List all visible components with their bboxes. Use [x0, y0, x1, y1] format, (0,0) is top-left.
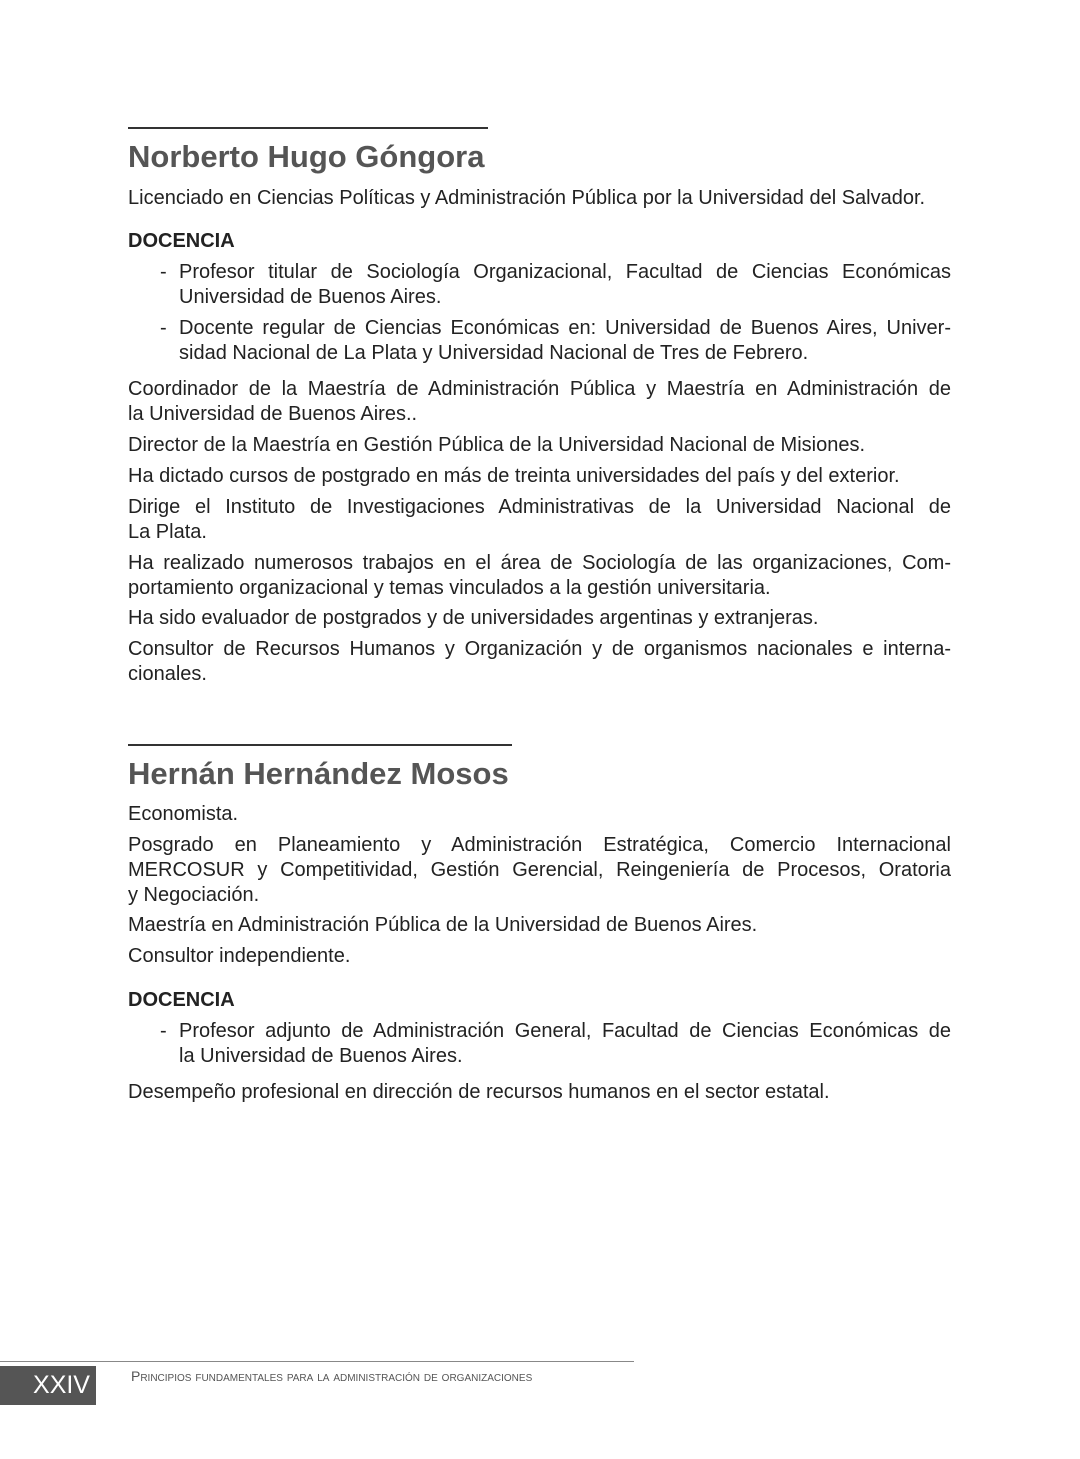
- text-line: Ha sido evaluador de postgrados y de universidades argentinas y extranjeras.: [128, 607, 819, 629]
- bio-paragraph: [128, 1080, 951, 1105]
- text-line: portamiento organizacional y temas vinculados a la gestión universitaria.: [128, 577, 771, 599]
- bullet-dash-icon: -: [160, 1020, 167, 1042]
- text-line: Ha realizado numerosos trabajos en el área de Sociología de las organizaciones, Com-: [128, 552, 951, 574]
- bio-paragraph: [128, 606, 951, 631]
- bio-paragraph: [128, 637, 951, 687]
- text-line: cionales.: [128, 663, 207, 685]
- text-line: MERCOSUR y Competitividad, Gestión Gerencial, Reingeniería de Procesos, Oratoria: [128, 859, 951, 881]
- text-line: Consultor de Recursos Humanos y Organización y de organismos nacionales e interna-: [128, 638, 951, 660]
- text-line: la Universidad de Buenos Aires..: [128, 403, 418, 425]
- text-line: La Plata.: [128, 521, 207, 543]
- bio-paragraph: [128, 913, 951, 938]
- text-line: Director de la Maestría en Gestión Pública de la Universidad Nacional de Misiones.: [128, 434, 866, 456]
- text-line: Maestría en Administración Pública de la Universidad de Buenos Aires.: [128, 914, 758, 936]
- text-line: la Universidad de Buenos Aires.: [179, 1045, 463, 1067]
- author-intro: [128, 186, 951, 211]
- bullet-dash-icon: -: [160, 317, 167, 339]
- text-line: Desempeño profesional en dirección de recursos humanos en el sector estatal.: [128, 1081, 830, 1103]
- docencia-bullet: [160, 316, 951, 366]
- text-line: Docente regular de Ciencias Económicas en: Universidad de Buenos Aires, Univer-: [179, 317, 951, 339]
- text-line: Profesor adjunto de Administración General, Facultad de Ciencias Económicas de: [179, 1020, 951, 1042]
- text-line: Dirige el Instituto de Investigaciones Administrativas de la Universidad Nacional de: [128, 496, 951, 518]
- text-line: sidad Nacional de La Plata y Universidad Nacional de Tres de Febrero.: [179, 342, 809, 364]
- bio-paragraph: [128, 551, 951, 601]
- docencia-heading: DOCENCIA: [128, 989, 235, 1011]
- bio-paragraph: [128, 433, 951, 458]
- docencia-bullet: [160, 1019, 951, 1069]
- text-line: y Negociación.: [128, 884, 260, 906]
- text-line: Profesor titular de Sociología Organizacional, Facultad de Ciencias Económicas: [179, 261, 951, 283]
- bio-paragraph: [128, 377, 951, 427]
- text-line: Economista.: [128, 803, 239, 825]
- section-rule: [128, 127, 488, 129]
- text-line: Posgrado en Planeamiento y Administración Estratégica, Comercio Internacional: [128, 834, 951, 856]
- author-name: Hernán Hernández Mosos: [128, 756, 509, 791]
- docencia-bullet: [160, 260, 951, 310]
- author-name: Norberto Hugo Góngora: [128, 139, 485, 174]
- bio-paragraph: [128, 464, 951, 489]
- bio-paragraph: [128, 944, 951, 969]
- text-line: Licenciado en Ciencias Políticas y Administración Pública por la Universidad del Salvador.: [128, 187, 926, 209]
- page-number: XXIV: [0, 1366, 96, 1405]
- running-footer-title: Principios fundamentales para la administración de organizaciones: [131, 1368, 533, 1384]
- text-line: Consultor independiente.: [128, 945, 351, 967]
- text-line: Universidad de Buenos Aires.: [179, 286, 442, 308]
- docencia-heading: DOCENCIA: [128, 230, 235, 252]
- bio-paragraph: [128, 495, 951, 545]
- footer-rule: [0, 1361, 634, 1362]
- text-line: Ha dictado cursos de postgrado en más de treinta universidades del país y del exterior.: [128, 465, 900, 487]
- text-line: Coordinador de la Maestría de Administración Pública y Maestría en Administración de: [128, 378, 951, 400]
- section-rule: [128, 744, 512, 746]
- bio-paragraph: [128, 802, 951, 827]
- bullet-dash-icon: -: [160, 261, 167, 283]
- bio-paragraph: [128, 833, 951, 908]
